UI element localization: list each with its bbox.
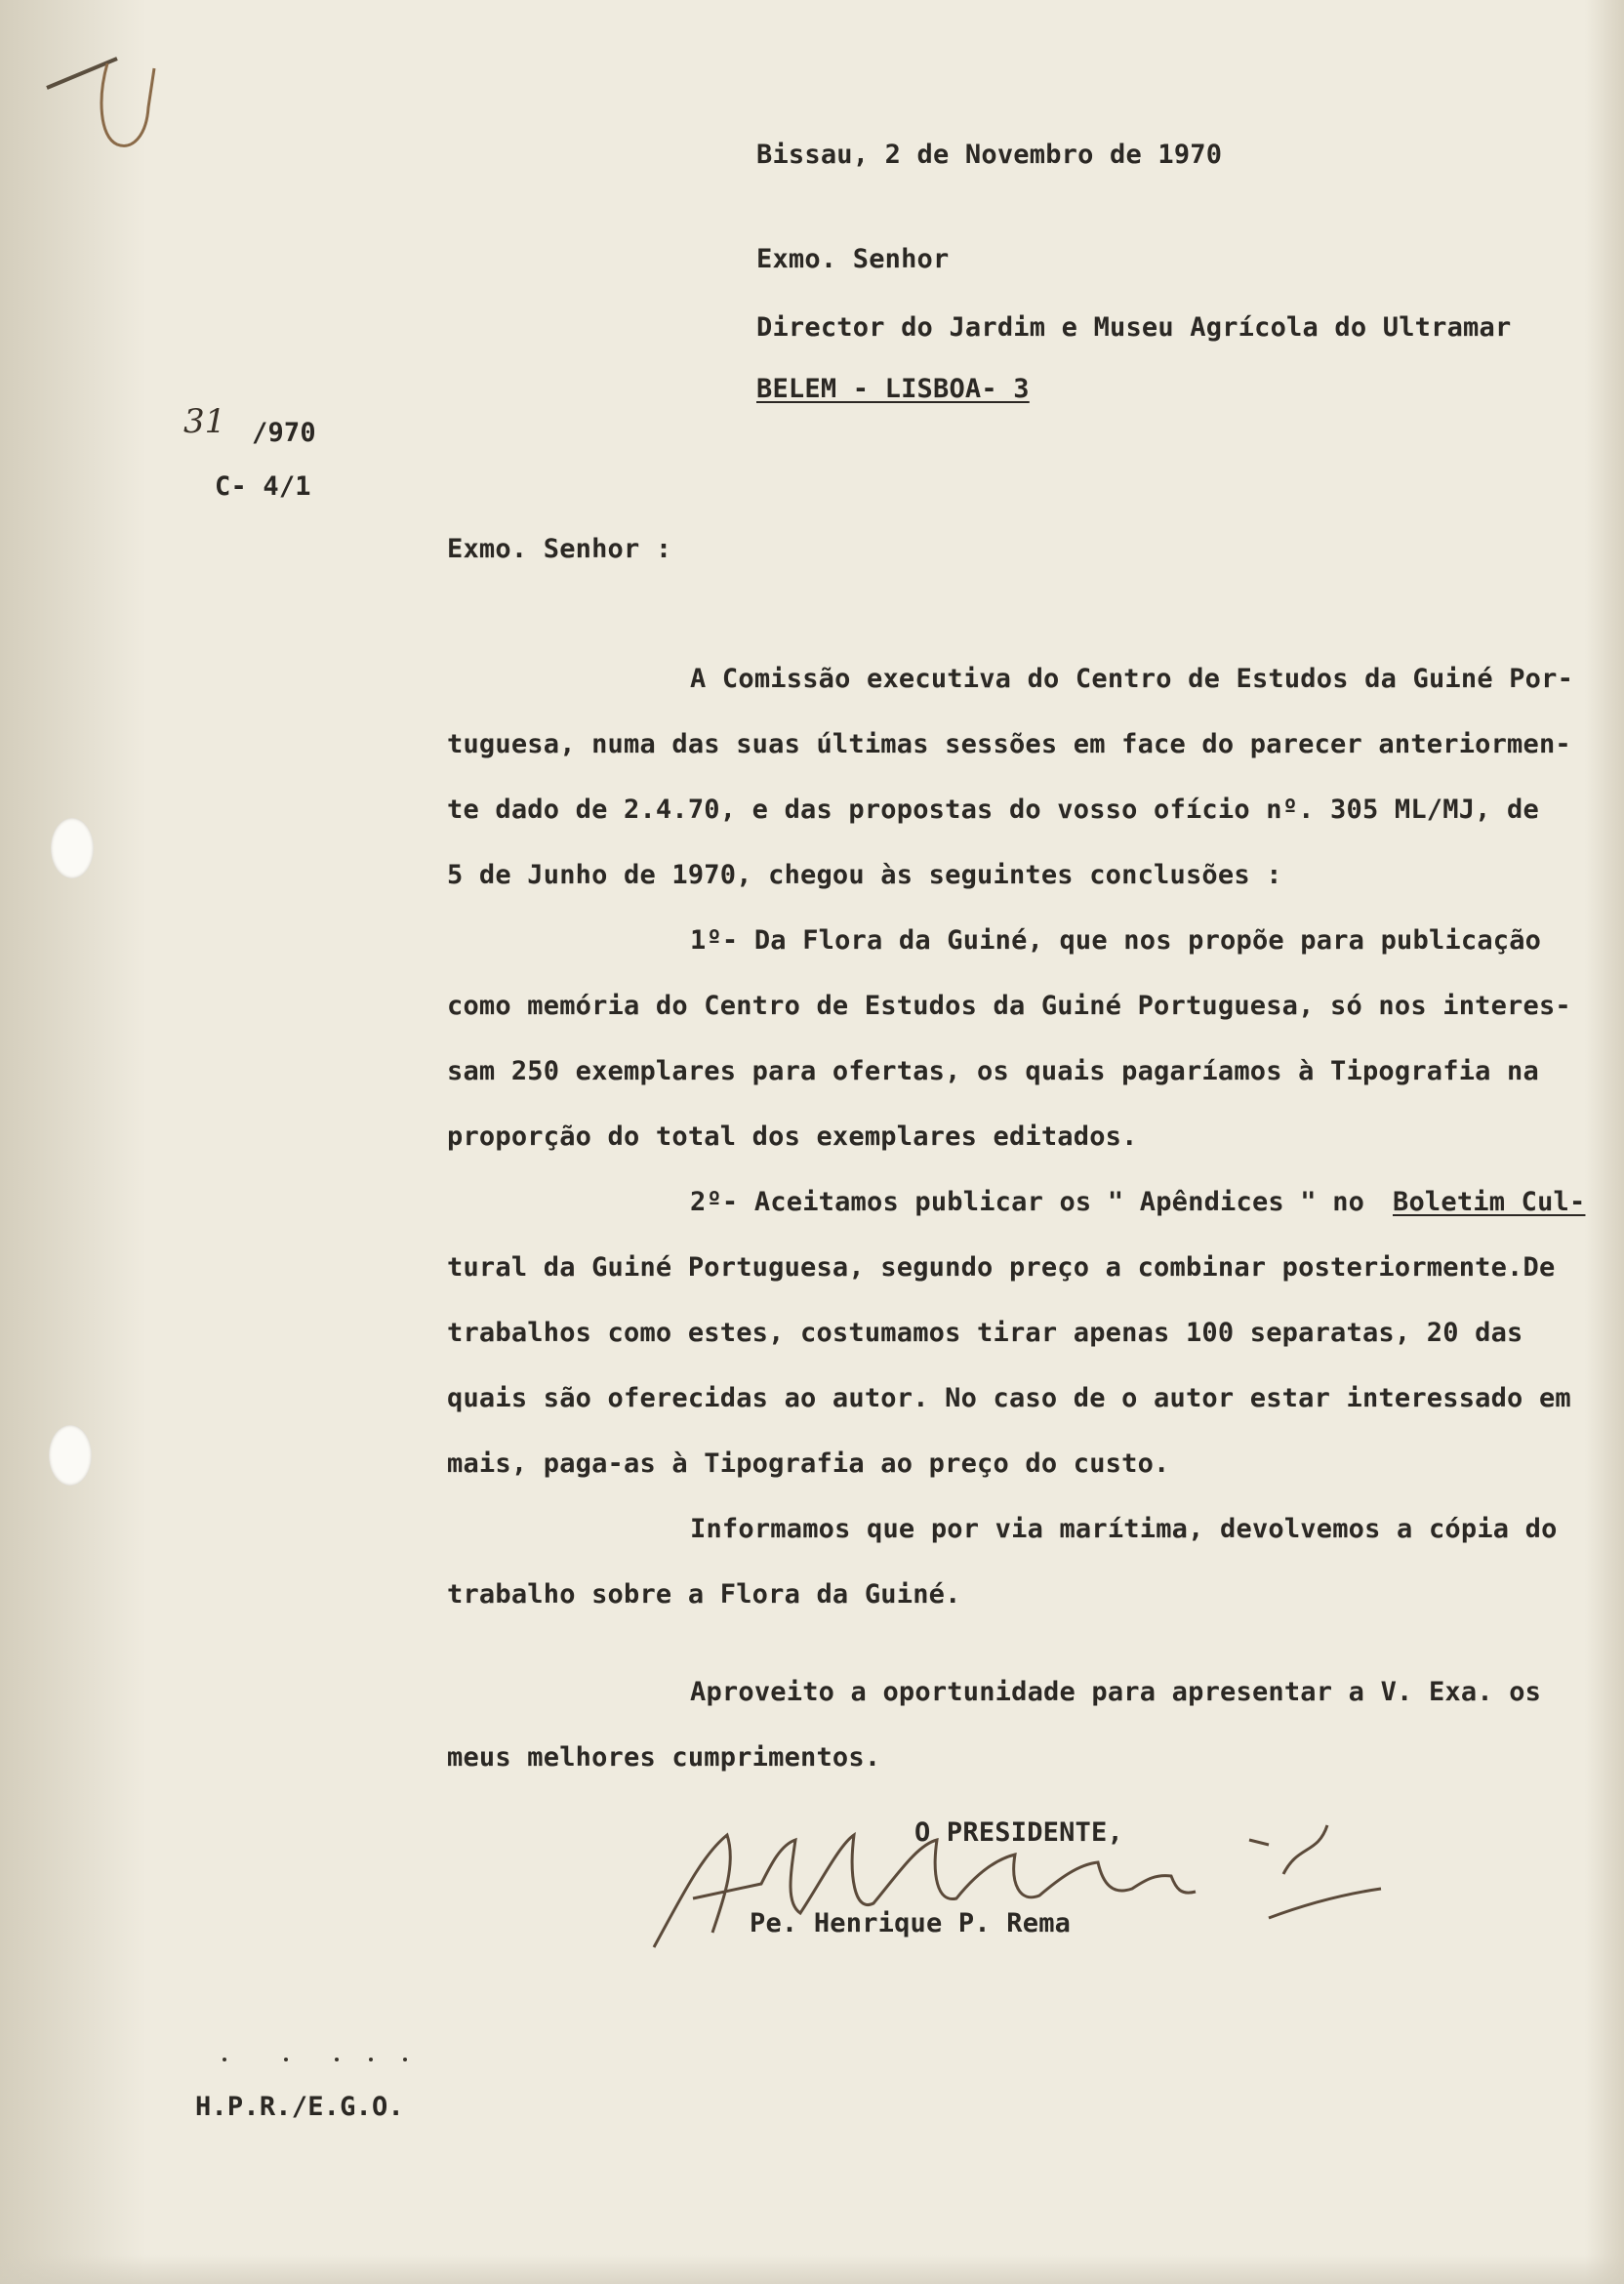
closing-title: O PRESIDENTE,: [914, 1817, 1123, 1848]
recipient-title: Director do Jardim e Museu Agrícola do Ultramar: [756, 312, 1512, 343]
recipient-salutation: Exmo. Senhor: [756, 244, 950, 274]
body-line: 5 de Junho de 1970, chegou às seguintes conclusões :: [447, 860, 1282, 890]
body-line: proporção do total dos exemplares editados.: [447, 1122, 1138, 1152]
place-date: Bissau, 2 de Novembro de 1970: [756, 140, 1223, 170]
dotted-separator: [220, 2055, 415, 2064]
punch-hole-lower: [49, 1425, 92, 1486]
reference-number-handwritten: 31: [183, 402, 226, 441]
body-line: trabalhos como estes, costumamos tirar apenas 100 separatas, 20 das: [447, 1318, 1523, 1348]
body-line: te dado de 2.4.70, e das propostas do vosso ofício nº. 305 ML/MJ, de: [447, 795, 1539, 825]
body-line: 2º- Aceitamos publicar os " Apêndices " no: [690, 1187, 1365, 1217]
page-edge-shadow-right: [1585, 0, 1624, 2284]
body-line: A Comissão executiva do Centro de Estudos da Guiné Por-: [690, 664, 1574, 694]
body-line: Informamos que por via marítima, devolvemos a cópia do: [690, 1514, 1558, 1544]
body-line: sam 250 exemplares para ofertas, os quais pagaríamos à Tipografia na: [447, 1056, 1539, 1086]
body-line: como memória do Centro de Estudos da Guiné Portuguesa, só nos interes-: [447, 991, 1571, 1021]
page-edge-shadow-bottom: [0, 2255, 1624, 2284]
body-line: 1º- Da Flora da Guiné, que nos propõe para publicação: [690, 925, 1542, 956]
paperclip-mark-icon: [39, 29, 166, 176]
body-line: meus melhores cumprimentos.: [447, 1742, 881, 1773]
punch-hole-upper: [51, 818, 94, 878]
signatory-name: Pe. Henrique P. Rema: [750, 1908, 1072, 1938]
body-line: quais são oferecidas ao autor. No caso de o autor estar interessado em: [447, 1383, 1571, 1413]
reference-number-typed: /970: [252, 418, 316, 448]
body-line: mais, paga-as à Tipografia ao preço do custo.: [447, 1448, 1170, 1479]
body-line: Aproveito a oportunidade para apresentar a V. Exa. os: [690, 1677, 1542, 1707]
body-line: trabalho sobre a Flora da Guiné.: [447, 1579, 961, 1610]
boletim-cultural-underlined: Boletim Cul-: [1393, 1187, 1586, 1217]
page-edge-shadow: [0, 0, 146, 2284]
typist-initials: H.P.R./E.G.O.: [195, 2092, 404, 2122]
body-line: tuguesa, numa das suas últimas sessões em face do parecer anteriormen-: [447, 729, 1571, 759]
recipient-address: BELEM - LISBOA- 3: [756, 374, 1030, 404]
greeting: Exmo. Senhor :: [447, 534, 672, 564]
body-line: tural da Guiné Portuguesa, segundo preço a combinar posteriormente.De: [447, 1252, 1556, 1283]
signature-icon: [644, 1806, 1386, 1962]
reference-code: C- 4/1: [215, 471, 311, 502]
